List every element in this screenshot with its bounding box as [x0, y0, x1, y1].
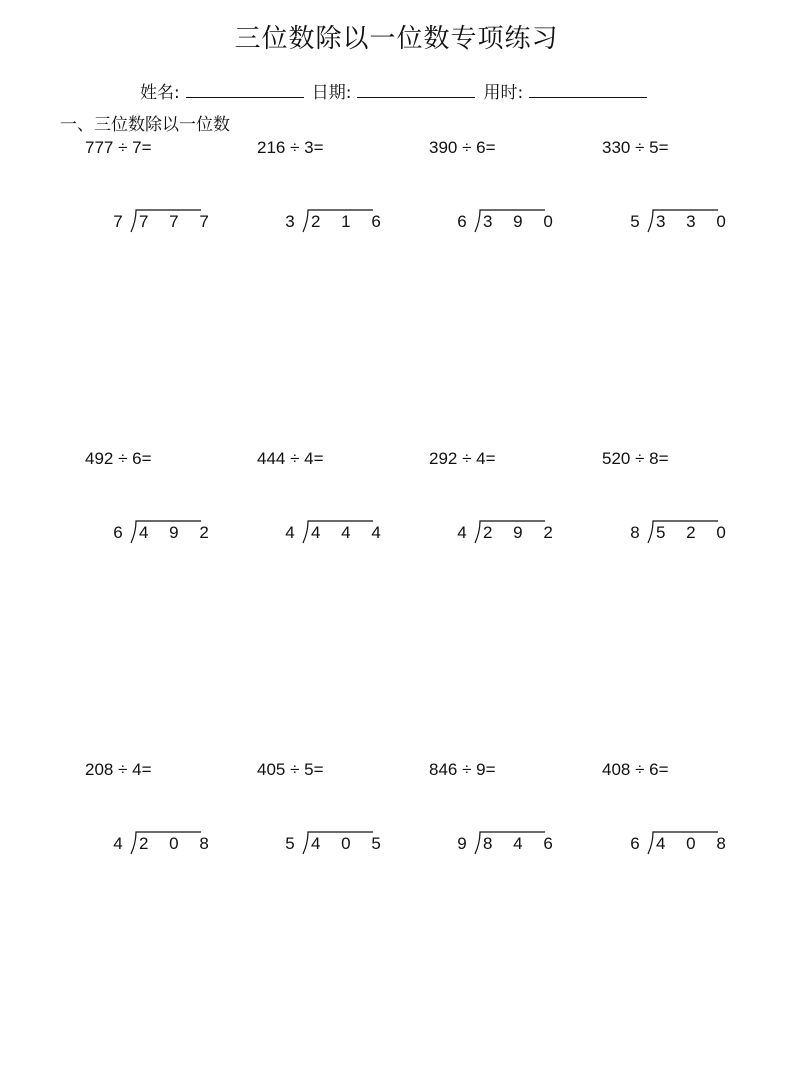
long-division-dividend: 8 4 6 [483, 834, 561, 853]
long-division-dividend: 3 3 0 [656, 212, 734, 231]
problem-item [85, 760, 257, 860]
problem-item [429, 449, 601, 549]
problem-item [85, 449, 257, 549]
name-label: 姓名: [140, 83, 180, 103]
long-division-dividend: 4 0 5 [311, 834, 389, 853]
problem-item [257, 449, 429, 549]
problem-equation: 777 ÷ 7= [85, 138, 152, 157]
problem-equation: 492 ÷ 6= [85, 449, 152, 468]
problem-item [429, 138, 601, 238]
problem-item [602, 760, 774, 860]
problem-item [257, 760, 429, 860]
problem-item [257, 138, 429, 238]
long-division-dividend: 4 0 8 [656, 834, 734, 853]
problem-equation: 520 ÷ 8= [602, 449, 669, 468]
problem-equation: 444 ÷ 4= [257, 449, 324, 468]
long-division-dividend: 7 7 7 [139, 212, 217, 231]
problem-equation: 405 ÷ 5= [257, 760, 324, 779]
long-division-dividend: 3 9 0 [483, 212, 561, 231]
problem-equation: 408 ÷ 6= [602, 760, 669, 779]
problem-item [602, 138, 774, 238]
date-label: 日期: [311, 83, 352, 103]
long-division-dividend: 5 2 0 [656, 523, 734, 542]
long-division-dividend: 2 1 6 [311, 212, 389, 231]
long-division-divisor: 6 [113, 523, 123, 542]
long-division-divisor: 5 [630, 212, 640, 231]
page-title: 三位数除以一位数专项练习 [234, 24, 559, 54]
problem-equation: 390 ÷ 6= [429, 138, 496, 157]
problem-equation: 330 ÷ 5= [602, 138, 669, 157]
problem-item [85, 138, 257, 238]
long-division-divisor: 8 [630, 523, 640, 542]
time-label: 用时: [483, 83, 524, 103]
long-division-dividend: 4 4 4 [311, 523, 389, 542]
long-division-divisor: 4 [113, 834, 123, 853]
problem-equation: 216 ÷ 3= [257, 138, 324, 157]
problem-item [602, 449, 774, 549]
long-division-divisor: 5 [285, 834, 295, 853]
problem-equation: 846 ÷ 9= [429, 760, 496, 779]
long-division-divisor: 6 [630, 834, 640, 853]
long-division-divisor: 6 [457, 212, 467, 231]
problem-equation: 208 ÷ 4= [85, 760, 152, 779]
long-division-dividend: 4 9 2 [139, 523, 217, 542]
long-division-divisor: 4 [285, 523, 295, 542]
problem-equation: 292 ÷ 4= [429, 449, 496, 468]
long-division-divisor: 3 [285, 212, 295, 231]
long-division-divisor: 9 [457, 834, 467, 853]
problem-item [429, 760, 601, 860]
long-division-divisor: 7 [113, 212, 123, 231]
long-division-dividend: 2 9 2 [483, 523, 561, 542]
section-title: 一、三位数除以一位数 [60, 115, 230, 135]
long-division-dividend: 2 0 8 [139, 834, 217, 853]
long-division-divisor: 4 [457, 523, 467, 542]
